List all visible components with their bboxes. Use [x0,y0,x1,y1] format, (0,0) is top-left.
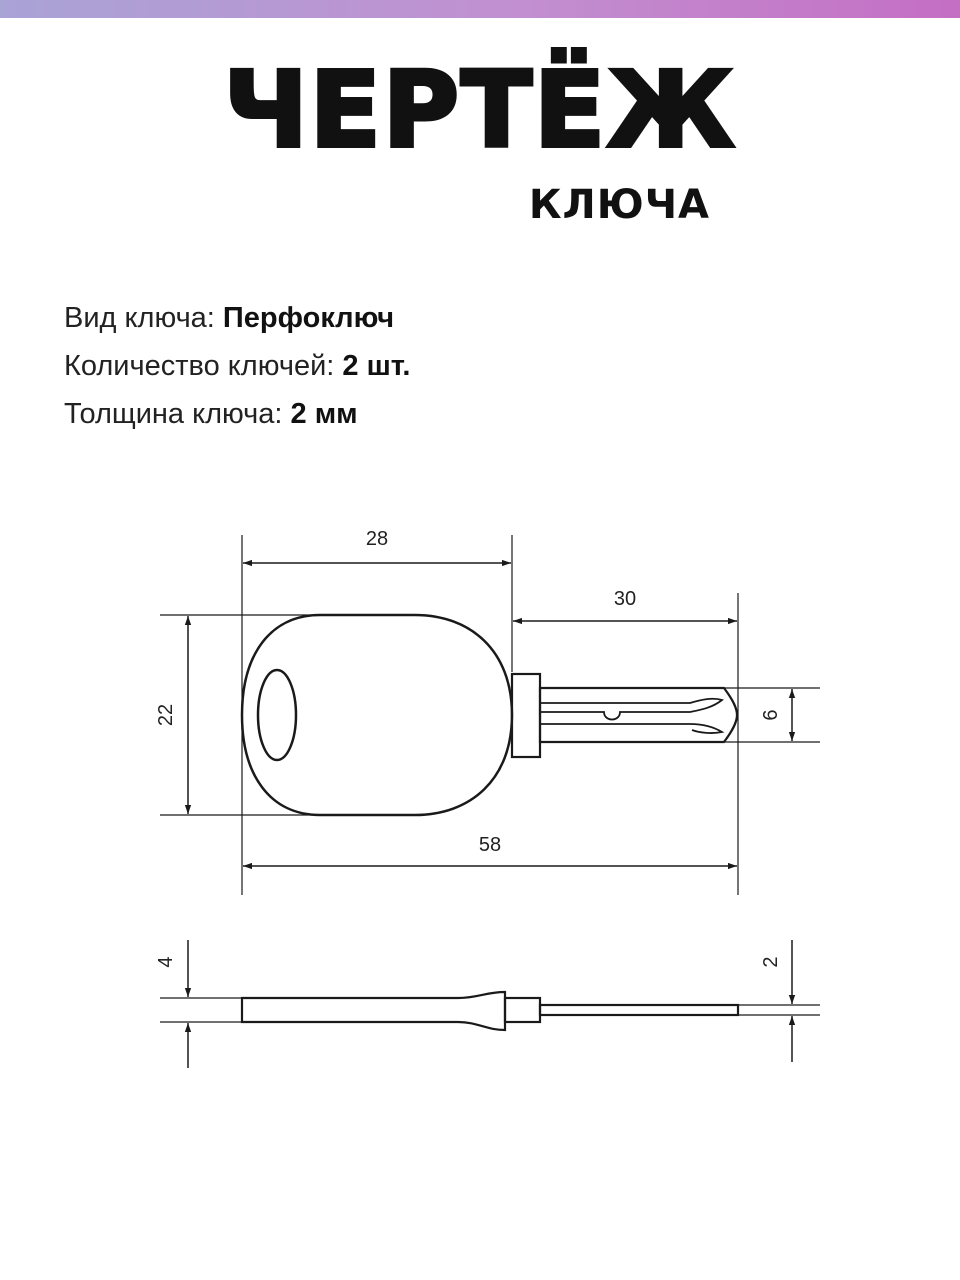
key-hole [258,670,296,760]
dim-blade-thickness-label: 2 [760,956,782,968]
spec-value: 2 шт. [342,350,411,382]
dim-total-length-label: 58 [478,834,502,856]
dim-head-thickness-label: 4 [155,956,177,968]
dim-blade-width-label: 6 [760,709,782,721]
spec-value: 2 мм [290,398,358,430]
key-blade-groove [540,699,722,720]
dim-head-width-label: 28 [365,528,389,550]
key-head-outline [242,615,512,815]
key-blade-groove-lower [540,724,722,733]
key-side-profile [242,992,505,1030]
key-side-view [242,992,738,1030]
spec-label: Вид ключа: [64,302,223,334]
key-collar [512,674,540,757]
key-top-view [242,615,737,815]
key-side-collar [505,998,540,1022]
dim-blade-length-label: 30 [613,588,637,610]
spec-label: Толщина ключа: [64,398,291,430]
dimension-lines [188,563,792,866]
page-title: ЧЕРТЁЖ [223,49,737,171]
spec-label: Количество ключей: [64,350,343,382]
key-side-blade [540,1005,738,1015]
page-subtitle: КЛЮЧА [528,182,710,228]
dim-head-height-label: 22 [155,703,177,727]
spec-value: Перфоключ [222,302,395,334]
side-extension-lines [160,998,820,1022]
